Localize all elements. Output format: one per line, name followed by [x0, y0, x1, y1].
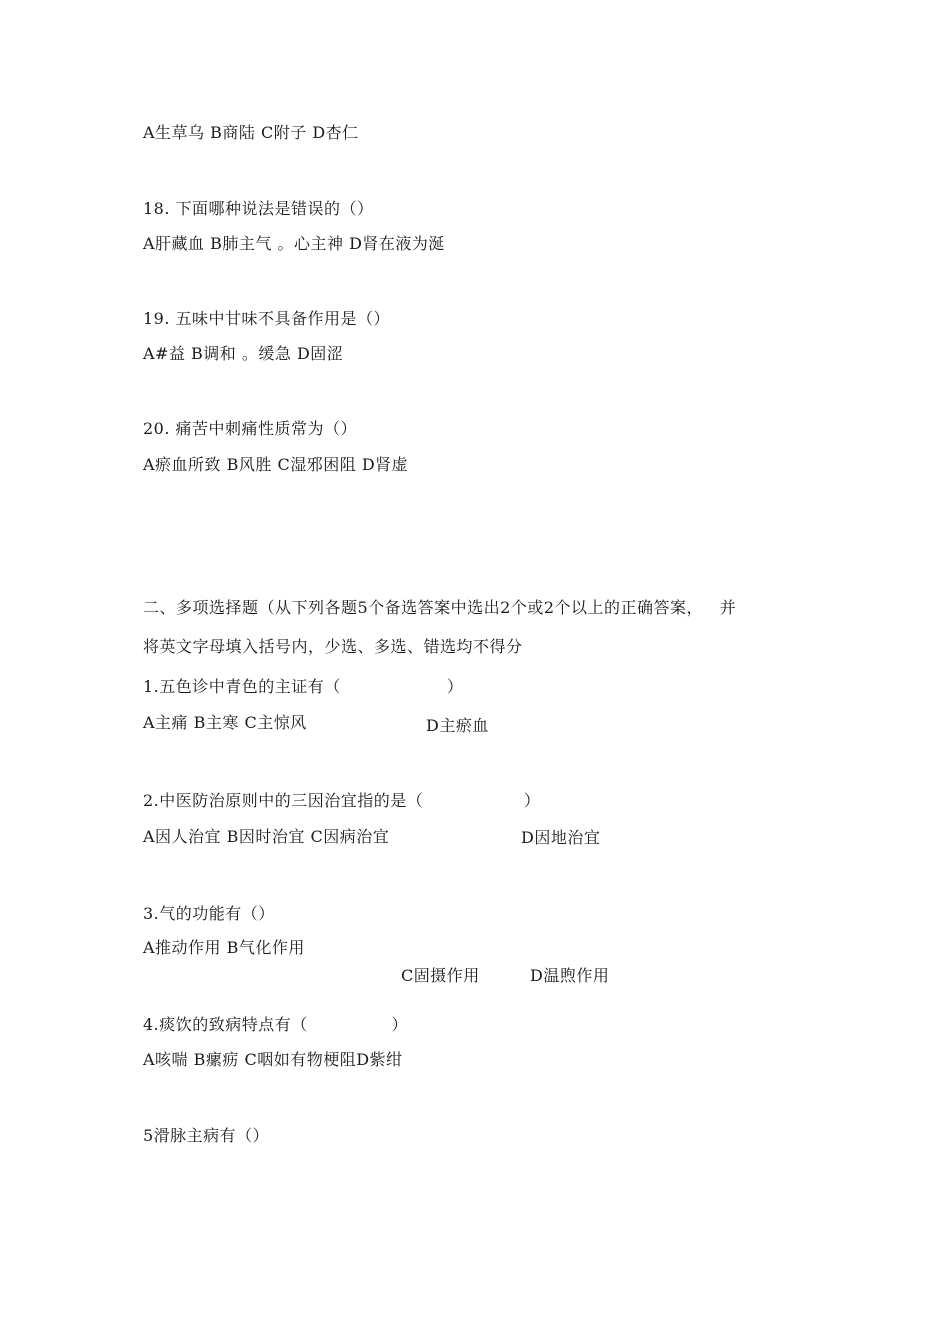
mq4-options: A咳喘 B瘰疬 C咽如有物梗阻D紫绀 [143, 1050, 403, 1069]
multi-choice-heading-line1: 二、多项选择题（从下列各题5个备选答案中选出2个或2个以上的正确答案， 并 [143, 598, 737, 617]
q18-options: A肝藏血 B肺主气 。心主神 D肾在液为涎 [143, 234, 445, 253]
q17-options: A生草乌 B商陆 C附子 D杏仁 [143, 123, 359, 142]
q18-stem: 18. 下面哪种说法是错误的（） [143, 199, 374, 218]
mq1-option-d: D主瘀血 [426, 716, 489, 735]
mq2-options-abc: A因人治宜 B因时治宜 C因病治宜 [143, 827, 390, 846]
mq3-option-c: C固摄作用 [401, 966, 480, 985]
mq1-stem: 1.五色诊中青色的主证有（ ） [143, 677, 464, 696]
mq5-stem: 5滑脉主病有（） [143, 1126, 270, 1145]
q20-stem: 20. 痛苦中刺痛性质常为（） [143, 419, 358, 438]
multi-choice-heading-line2: 将英文字母填入括号内，少选、多选、错选均不得分 [143, 637, 523, 656]
mq2-stem: 2.中医防治原则中的三因治宜指的是（ ） [143, 791, 541, 810]
mq2-option-d: D因地治宜 [521, 828, 601, 847]
mq3-stem: 3.气的功能有（） [143, 904, 275, 923]
mq3-option-d: D温煦作用 [530, 966, 610, 985]
mq1-options-abc: A主痛 B主寒 C主惊风 [143, 713, 307, 732]
mq4-stem: 4.痰饮的致病特点有（ ） [143, 1015, 409, 1034]
q19-stem: 19. 五味中甘味不具备作用是（） [143, 309, 391, 328]
q20-options: A瘀血所致 B风胜 C湿邪困阻 D肾虚 [143, 455, 409, 474]
q19-options: A#益 B调和 。缓急 D固涩 [143, 344, 344, 363]
mq3-options-ab: A推动作用 B气化作用 [143, 938, 305, 957]
